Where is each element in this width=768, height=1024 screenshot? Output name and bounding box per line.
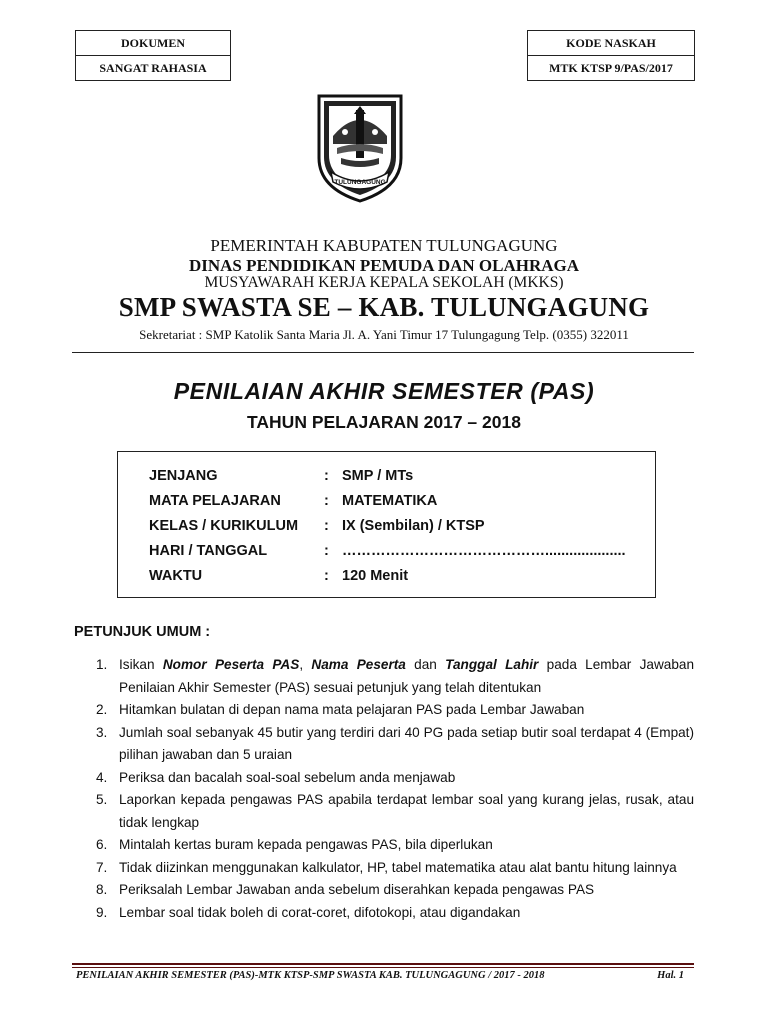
instruction-item bbox=[96, 767, 694, 790]
footer-text: PENILAIAN AKHIR SEMESTER (PAS)-MTK KTSP-SMP SWASTA KAB. TULUNGAGUNG / 2017 - 2018 bbox=[76, 970, 545, 981]
info-colon: : bbox=[324, 518, 329, 534]
instruction-item bbox=[96, 879, 694, 902]
info-label: MATA PELAJARAN bbox=[149, 493, 281, 509]
footer-divider-thick bbox=[72, 963, 694, 965]
exam-title: PENILAIAN AKHIR SEMESTER (PAS) bbox=[173, 378, 595, 404]
logo-ribbon-text: TULUNGAGUNG bbox=[334, 179, 386, 186]
instruction-number: 1. bbox=[96, 657, 108, 672]
instruction-text: Jumlah soal sebanyak 45 butir yang terdiri dari 40 PG pada setiap butir soal terdapat 4 (Empat) pilihan jawaban dan 5 uraian bbox=[119, 724, 694, 762]
footer-divider-thin bbox=[72, 967, 694, 968]
document-code-box bbox=[527, 30, 695, 81]
instruction-text: Laporkan kepada pengawas PAS apabila terdapat lembar soal yang kurang jelas, rusak, atau tidak lengkap bbox=[119, 792, 694, 830]
tulungagung-coat-of-arms-icon bbox=[315, 92, 405, 204]
info-value: IX (Sembilan) / KTSP bbox=[342, 518, 485, 534]
exam-info-box bbox=[117, 451, 656, 598]
secretariat-address: Sekretariat : SMP Katolik Santa Maria Jl. A. Yani Timur 17 Tulungagung Telp. (0355) 322011 bbox=[139, 327, 629, 342]
info-colon: : bbox=[324, 568, 329, 584]
instruction-text: Tidak diizinkan menggunakan kalkulator, HP, tabel matematika atau alat bantu hitung lainnya bbox=[119, 859, 677, 875]
instruction-number: 3. bbox=[96, 724, 108, 740]
government-name: PEMERINTAH KABUPATEN TULUNGAGUNG bbox=[210, 236, 558, 255]
instruction-number: 7. bbox=[96, 859, 108, 875]
document-secrecy: SANGAT RAHASIA bbox=[76, 55, 230, 80]
document-label: DOKUMEN bbox=[121, 36, 185, 50]
instruction-text: Hitamkan bulatan di depan nama mata pelajaran PAS pada Lembar Jawaban bbox=[119, 702, 585, 717]
info-label: JENJANG bbox=[149, 468, 218, 484]
info-value: MATEMATIKA bbox=[342, 493, 438, 509]
instruction-item bbox=[96, 722, 694, 767]
instruction-number: 6. bbox=[96, 837, 108, 852]
instruction-text: , bbox=[299, 657, 312, 672]
instruction-text: Periksalah Lembar Jawaban anda sebelum diserahkan kepada pengawas PAS bbox=[119, 882, 595, 897]
info-colon: : bbox=[324, 543, 329, 559]
instruction-text: Periksa dan bacalah soal-soal sebelum anda menjawab bbox=[119, 769, 456, 785]
instruction-emphasis: Tanggal Lahir bbox=[445, 657, 539, 672]
page-number: Hal. 1 bbox=[657, 970, 684, 981]
instruction-number: 2. bbox=[96, 702, 108, 717]
instruction-text: pada Lembar Jawaban Penilaian Akhir Semester (PAS) sesuai petunjuk yang telah ditentukan bbox=[119, 657, 694, 695]
instruction-number: 9. bbox=[96, 904, 108, 920]
instruction-item bbox=[96, 654, 694, 699]
instruction-text: dan bbox=[405, 657, 446, 672]
instruction-item bbox=[96, 699, 694, 722]
department-name: DINAS PENDIDIKAN PEMUDA DAN OLAHRAGA bbox=[188, 256, 580, 275]
council-name: MUSYAWARAH KERJA KEPALA SEKOLAH (MKKS) bbox=[204, 274, 564, 291]
instructions-heading: PETUNJUK UMUM : bbox=[74, 624, 211, 640]
info-colon: : bbox=[324, 493, 329, 509]
code-value: MTK KTSP 9/PAS/2017 bbox=[528, 55, 694, 80]
code-label: KODE NASKAH bbox=[566, 36, 656, 50]
school-name: SMP SWASTA SE – KAB. TULUNGAGUNG bbox=[118, 292, 650, 322]
instruction-text: Lembar soal tidak boleh di corat-coret, difotokopi, atau digandakan bbox=[119, 904, 521, 920]
document-classification-box bbox=[75, 30, 231, 81]
instruction-item bbox=[96, 857, 694, 880]
instruction-number: 4. bbox=[96, 769, 108, 785]
instructions-list bbox=[96, 654, 694, 924]
instruction-item bbox=[96, 902, 694, 925]
info-value: 120 Menit bbox=[342, 568, 409, 584]
date-blank: …………………………………….................... bbox=[342, 543, 626, 559]
info-label: HARI / TANGGAL bbox=[149, 543, 268, 559]
instruction-text: Mintalah kertas buram kepada pengawas PAS, bila diperlukan bbox=[119, 837, 493, 852]
instruction-item bbox=[96, 789, 694, 834]
info-colon: : bbox=[324, 468, 329, 484]
instruction-emphasis: Nomor Peserta PAS bbox=[162, 657, 300, 672]
instruction-text: Isikan bbox=[119, 657, 163, 672]
header-divider bbox=[72, 352, 694, 353]
info-label: KELAS / KURIKULUM bbox=[149, 518, 299, 534]
instruction-number: 5. bbox=[96, 792, 108, 807]
instruction-emphasis: Nama Peserta bbox=[311, 657, 406, 672]
academic-year: TAHUN PELAJARAN 2017 – 2018 bbox=[247, 412, 521, 432]
info-value: SMP / MTs bbox=[342, 468, 414, 484]
info-label: WAKTU bbox=[149, 568, 203, 584]
instruction-number: 8. bbox=[96, 882, 108, 897]
instruction-item bbox=[96, 834, 694, 857]
